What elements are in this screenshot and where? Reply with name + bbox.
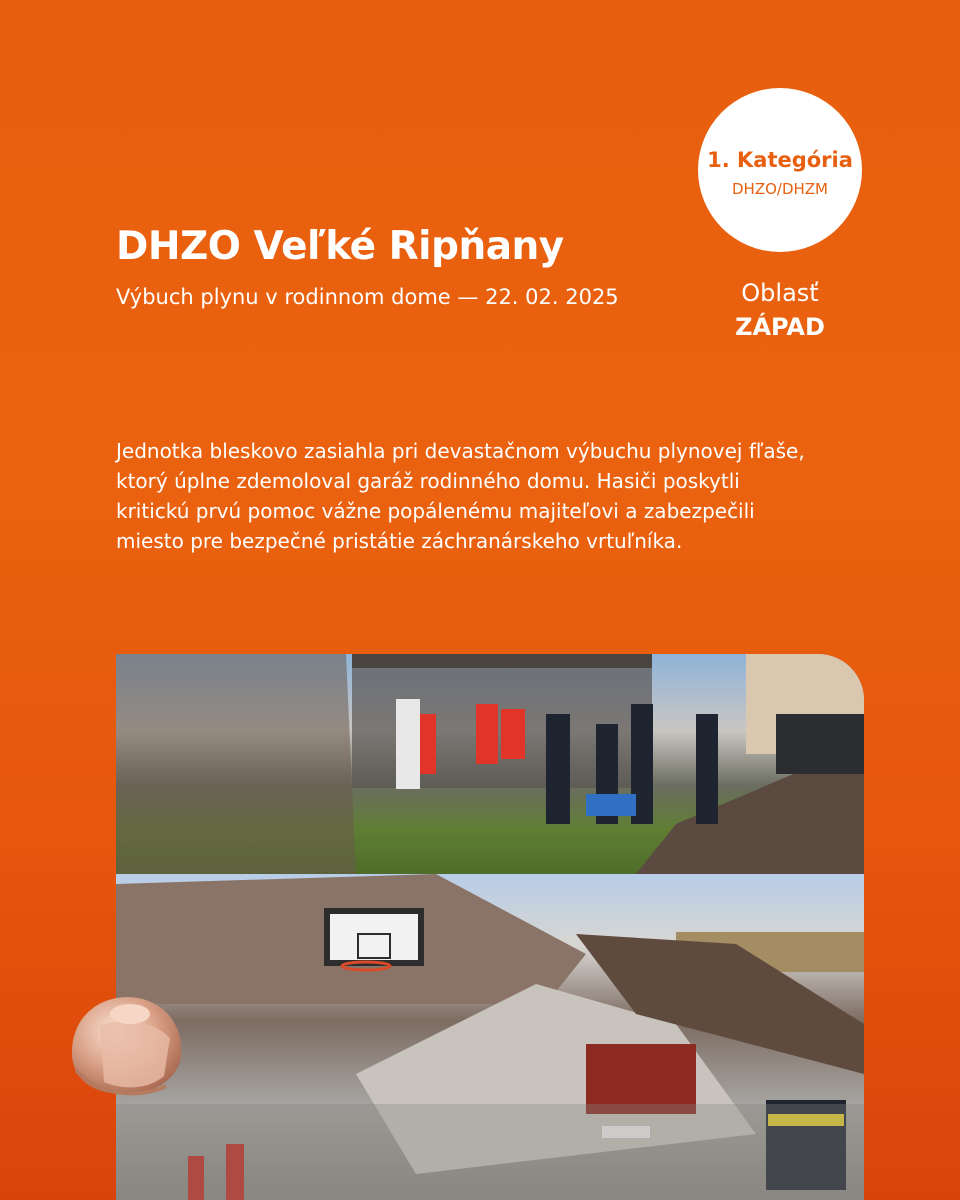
firefighter-helmet-icon — [52, 986, 192, 1106]
event-subtitle: Výbuch plynu v rodinnom dome — 22. 02. 2025 — [116, 285, 619, 309]
photo-card — [116, 654, 864, 1200]
page-title: DHZO Veľké Ripňany — [116, 224, 564, 269]
category-badge — [698, 88, 862, 252]
rescue-scene-photo — [116, 654, 864, 874]
region-name: ZÁPAD — [735, 313, 825, 341]
region-label: Oblasť — [741, 279, 819, 307]
description-text: Jednotka bleskovo zasiahla pri devastačnom výbuchu plynovej fľaše, ktorý úplne zdemoloval garáž rodinného domu. Hasiči poskytli kritickú prvú pomoc vážne popálenému majiteľovi a zabezpečili miesto pre bezpečné pristátie záchranárskeho vrtuľníka. — [116, 439, 805, 553]
region-block — [698, 276, 862, 344]
destroyed-garage-photo — [116, 874, 864, 1200]
category-type: DHZO/DHZM — [731, 180, 828, 198]
category-label: 1. Kategória — [707, 148, 853, 172]
